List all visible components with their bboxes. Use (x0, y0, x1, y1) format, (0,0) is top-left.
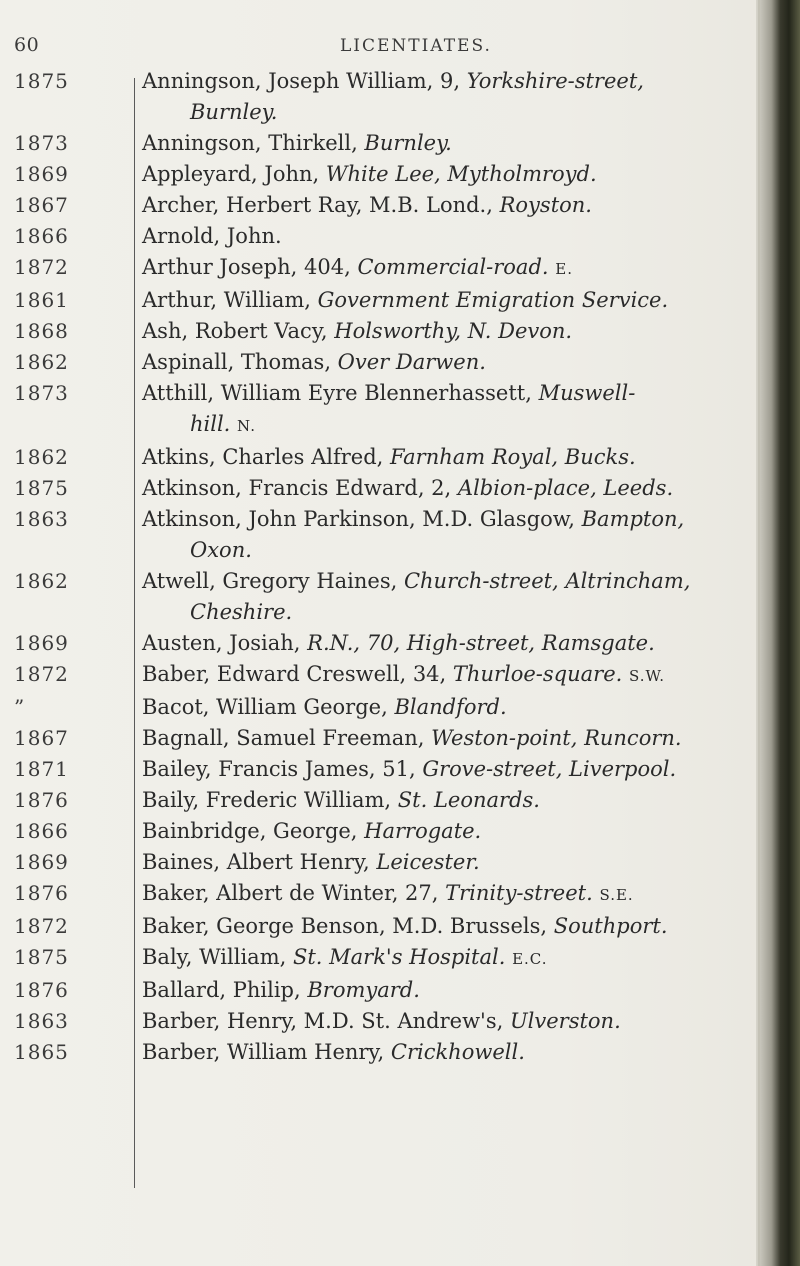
entry-text (142, 692, 764, 723)
entry-district: N. (237, 417, 256, 435)
list-item (0, 66, 770, 128)
list-item (0, 504, 770, 566)
entry-continuation (142, 597, 764, 628)
entry-place-continued: Burnley. (190, 100, 278, 124)
list-item (0, 847, 770, 878)
entry-year: 1876 (14, 788, 69, 812)
entry-text (142, 66, 764, 128)
list-item (0, 128, 770, 159)
list-item (0, 692, 770, 723)
entry-year: 1873 (14, 381, 69, 405)
entry-text (142, 473, 764, 504)
entry-name: Appleyard, John, (142, 162, 326, 186)
entry-name: Baker, George Benson, M.D. Brussels, (142, 914, 554, 938)
entry-name: Arthur, William, (142, 288, 318, 312)
entry-name: Ballard, Philip, (142, 978, 308, 1002)
page-number: 60 (14, 34, 40, 56)
entry-text (142, 847, 764, 878)
entry-text (142, 504, 764, 566)
entry-name: Barber, William Henry, (142, 1040, 391, 1064)
entry-year: ” (14, 695, 26, 719)
entry-name: Baker, Albert de Winter, 27, (142, 881, 446, 905)
list-item (0, 628, 770, 659)
entry-text (142, 442, 764, 473)
list-item (0, 316, 770, 347)
entry-text (142, 628, 764, 659)
page-header (0, 34, 760, 60)
entry-text (142, 252, 764, 285)
entry-year: 1869 (14, 162, 69, 186)
entry-name: Anningson, Thirkell, (142, 131, 365, 155)
entry-year: 1862 (14, 350, 69, 374)
entry-year: 1868 (14, 319, 69, 343)
entry-place: St. Leonards. (397, 788, 540, 812)
entry-year: 1876 (14, 881, 69, 905)
entry-text (142, 221, 764, 252)
entry-name: Bacot, William George, (142, 695, 395, 719)
entry-year: 1875 (14, 69, 69, 93)
entry-place: Government Emigration Service. (317, 288, 669, 312)
entry-continuation (142, 409, 764, 442)
entry-district: S.E. (599, 886, 634, 904)
list-item (0, 754, 770, 785)
entry-place: Muswell- (538, 381, 636, 405)
entry-place: Leicester. (376, 850, 480, 874)
entry-place-continued: hill. (190, 412, 231, 436)
running-head: LICENTIATES. (340, 36, 492, 56)
entry-name: Aspinall, Thomas, (142, 350, 338, 374)
list-item (0, 378, 770, 442)
entry-name: Baily, Frederic William, (142, 788, 398, 812)
entry-place: Farnham Royal, Bucks. (390, 445, 636, 469)
entry-place: Blandford. (394, 695, 507, 719)
entry-name: Arthur Joseph, 404, (142, 255, 358, 279)
entry-year: 1863 (14, 1009, 69, 1033)
entry-year: 1872 (14, 914, 69, 938)
entry-place: Bromyard. (307, 978, 420, 1002)
list-item (0, 1006, 770, 1037)
entry-place: Royston. (499, 193, 592, 217)
entry-name: Archer, Herbert Ray, M.B. Lond., (142, 193, 500, 217)
entry-text (142, 190, 764, 221)
entry-district: E.C. (512, 950, 548, 968)
entry-text (142, 159, 764, 190)
list-item (0, 785, 770, 816)
entry-text (142, 723, 764, 754)
entry-year: 1861 (14, 288, 69, 312)
entry-name: Austen, Josiah, (142, 631, 308, 655)
list-item (0, 159, 770, 190)
list-item (0, 566, 770, 628)
entry-place: Bampton, (581, 507, 685, 531)
entry-place: Crickhowell. (390, 1040, 525, 1064)
list-item (0, 1037, 770, 1068)
entry-place: Albion-place, Leeds. (457, 476, 674, 500)
entry-text (142, 128, 764, 159)
entry-place: Yorkshire-street, (466, 69, 644, 93)
entry-place: White Lee, Mytholmroyd. (325, 162, 597, 186)
entry-name: Baly, William, (142, 945, 293, 969)
entry-name: Barber, Henry, M.D. St. Andrew's, (142, 1009, 510, 1033)
entry-place: Over Darwen. (337, 350, 486, 374)
list-item (0, 878, 770, 911)
entry-text (142, 942, 764, 975)
entry-place: St. Mark's Hospital. (292, 945, 506, 969)
entry-place: Weston-point, Runcorn. (431, 726, 682, 750)
list-item (0, 190, 770, 221)
entry-text (142, 785, 764, 816)
entry-year: 1875 (14, 945, 69, 969)
entry-year: 1867 (14, 193, 69, 217)
entry-place: R.N., 70, High-street, Ramsgate. (307, 631, 655, 655)
licentiate-list (0, 66, 770, 1068)
entry-place: Burnley. (364, 131, 452, 155)
entry-place: Ulverston. (509, 1009, 621, 1033)
entry-year: 1872 (14, 255, 69, 279)
entry-year: 1866 (14, 819, 69, 843)
entry-text (142, 1006, 764, 1037)
entry-district: S.W. (628, 667, 666, 685)
entry-name: Anningson, Joseph William, 9, (142, 69, 467, 93)
list-item (0, 442, 770, 473)
entry-name: Atkinson, John Parkinson, M.D. Glasgow, (142, 507, 582, 531)
entry-name: Bainbridge, George, (142, 819, 365, 843)
entry-place-continued: Cheshire. (190, 600, 293, 624)
list-item (0, 347, 770, 378)
entry-name: Baber, Edward Creswell, 34, (142, 662, 453, 686)
entry-year: 1873 (14, 131, 69, 155)
entry-district: E. (555, 260, 573, 278)
entry-text (142, 816, 764, 847)
entry-place-continued: Oxon. (190, 538, 252, 562)
entry-place: Trinity-street. (445, 881, 593, 905)
entry-text (142, 659, 764, 692)
entry-year: 1866 (14, 224, 69, 248)
entry-place: Harrogate. (364, 819, 482, 843)
list-item (0, 942, 770, 975)
entry-name: Baines, Albert Henry, (142, 850, 377, 874)
entry-year: 1869 (14, 850, 69, 874)
entry-text (142, 566, 764, 628)
entry-year: 1872 (14, 662, 69, 686)
entry-place: Thurloe-square. (452, 662, 623, 686)
entry-name: Bagnall, Samuel Freeman, (142, 726, 432, 750)
entry-place: Holsworthy, N. Devon. (334, 319, 573, 343)
entry-year: 1867 (14, 726, 69, 750)
list-item (0, 816, 770, 847)
entry-year: 1862 (14, 569, 69, 593)
entry-name: Arnold, John. (142, 224, 282, 248)
entry-place: Commercial-road. (357, 255, 549, 279)
entry-text (142, 878, 764, 911)
entry-continuation (142, 97, 764, 128)
list-item (0, 975, 770, 1006)
entry-place: Southport. (553, 914, 668, 938)
entry-text (142, 378, 764, 442)
list-item (0, 252, 770, 285)
entry-year: 1863 (14, 507, 69, 531)
list-item (0, 659, 770, 692)
entry-name: Atkinson, Francis Edward, 2, (142, 476, 458, 500)
entry-year: 1862 (14, 445, 69, 469)
entry-text (142, 347, 764, 378)
entry-year: 1871 (14, 757, 69, 781)
list-item (0, 723, 770, 754)
entry-place: Grove-street, Liverpool. (422, 757, 677, 781)
entry-text (142, 911, 764, 942)
entry-year: 1865 (14, 1040, 69, 1064)
entry-name: Atkins, Charles Alfred, (142, 445, 390, 469)
list-item (0, 221, 770, 252)
entry-text (142, 754, 764, 785)
entry-text (142, 285, 764, 316)
entry-place: Church-street, Altrincham, (403, 569, 691, 593)
list-item (0, 285, 770, 316)
entry-text (142, 316, 764, 347)
entry-name: Atthill, William Eyre Blennerhassett, (142, 381, 539, 405)
entry-name: Atwell, Gregory Haines, (142, 569, 404, 593)
list-item (0, 911, 770, 942)
entry-year: 1869 (14, 631, 69, 655)
entry-name: Ash, Robert Vacy, (142, 319, 335, 343)
entry-name: Bailey, Francis James, 51, (142, 757, 423, 781)
entry-continuation (142, 535, 764, 566)
entry-text (142, 975, 764, 1006)
list-item (0, 473, 770, 504)
entry-year: 1875 (14, 476, 69, 500)
entry-year: 1876 (14, 978, 69, 1002)
entry-text (142, 1037, 764, 1068)
